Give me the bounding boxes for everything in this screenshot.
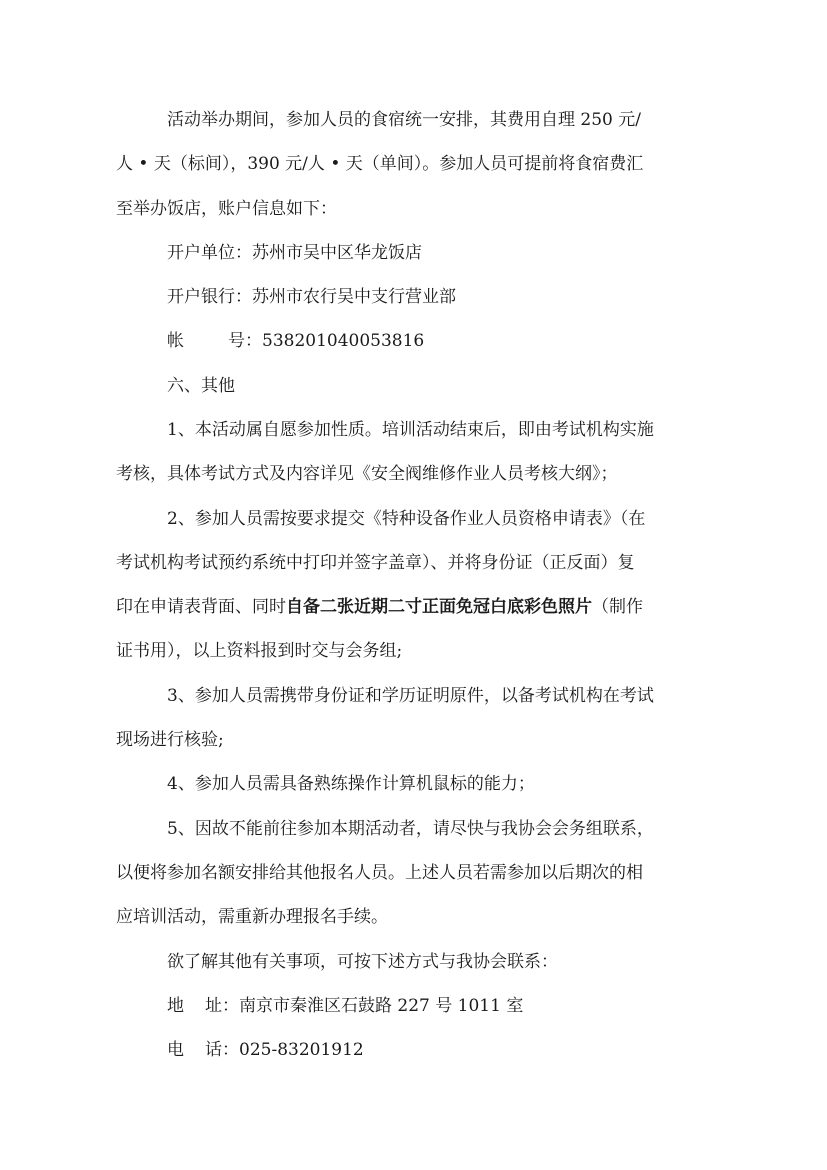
item-5	[0, 807, 827, 851]
item-4	[0, 762, 827, 806]
text-line: 开户单位：苏州市吴中区华龙饭店	[167, 243, 422, 263]
phone-value: 话：025-83201912	[205, 1040, 364, 1060]
text-line: 证书用），以上资料报到时交与会务组;	[116, 641, 403, 661]
text-segment: 印在申请表背面、同时	[116, 597, 286, 617]
text-line: 人 • 天（标间），390 元/人 • 天（单间）。参加人员可提前将食宿费汇	[116, 154, 644, 174]
contact-intro	[0, 940, 827, 984]
account-number-label: 帐	[167, 331, 184, 351]
text-segment: （制作	[592, 597, 643, 617]
item-2	[0, 629, 827, 673]
item-1	[0, 408, 827, 452]
item-5	[0, 895, 827, 939]
text-line: 1、本活动属自愿参加性质。培训活动结束后，即由考试机构实施	[167, 420, 654, 440]
address-value: 址：南京市秦淮区石鼓路 227 号 1011 室	[205, 996, 524, 1016]
contact-phone	[0, 1028, 827, 1072]
account-number-value: 号：538201040053816	[228, 331, 425, 351]
text-line: 开户银行：苏州市农行吴中支行营业部	[167, 287, 456, 307]
accommodation-paragraph	[0, 98, 827, 142]
text-line: 欲了解其他有关事项，可按下述方式与我协会联系：	[167, 952, 558, 972]
text-line	[116, 585, 643, 629]
item-5	[0, 851, 827, 895]
account-bank	[0, 275, 827, 319]
item-2	[0, 585, 827, 629]
contact-address	[0, 984, 827, 1028]
text-line: 活动举办期间，参加人员的食宿统一安排，其费用自理 250 元/	[167, 110, 641, 130]
accommodation-paragraph	[0, 142, 827, 186]
text-line: 4、参加人员需具备熟练操作计算机鼠标的能力；	[167, 774, 535, 794]
text-line: 应培训活动，需重新办理报名手续。	[116, 907, 388, 927]
text-line: 考试机构考试预约系统中打印并签字盖章）、并将身份证（正反面）复	[116, 553, 635, 573]
text-line: 现场进行核验;	[116, 730, 224, 750]
text-line: 考核，具体考试方式及内容详见《安全阀维修作业人员考核大纲》；	[116, 464, 618, 484]
item-2	[0, 497, 827, 541]
account-number	[0, 319, 827, 363]
accommodation-paragraph	[0, 187, 827, 231]
text-line: 5、因故不能前往参加本期活动者，请尽快与我协会会务组联系，	[167, 819, 654, 839]
bold-text-segment: 自备二张近期二寸正面免冠白底彩色照片	[286, 597, 592, 617]
text-line: 至举办饭店，账户信息如下：	[116, 199, 337, 219]
item-3	[0, 674, 827, 718]
text-line: 六、其他	[167, 376, 235, 396]
text-line: 以便将参加名额安排给其他报名人员。上述人员若需参加以后期次的相	[116, 863, 643, 883]
section-heading	[0, 364, 827, 408]
item-2	[0, 541, 827, 585]
item-3	[0, 718, 827, 762]
item-1	[0, 452, 827, 496]
phone-label: 电	[167, 1040, 184, 1060]
text-line: 3、参加人员需携带身份证和学历证明原件，以备考试机构在考试	[167, 686, 654, 706]
text-line: 2、参加人员需按要求提交《特种设备作业人员资格申请表》（在	[167, 509, 646, 529]
address-label: 地	[167, 996, 184, 1016]
account-unit	[0, 231, 827, 275]
